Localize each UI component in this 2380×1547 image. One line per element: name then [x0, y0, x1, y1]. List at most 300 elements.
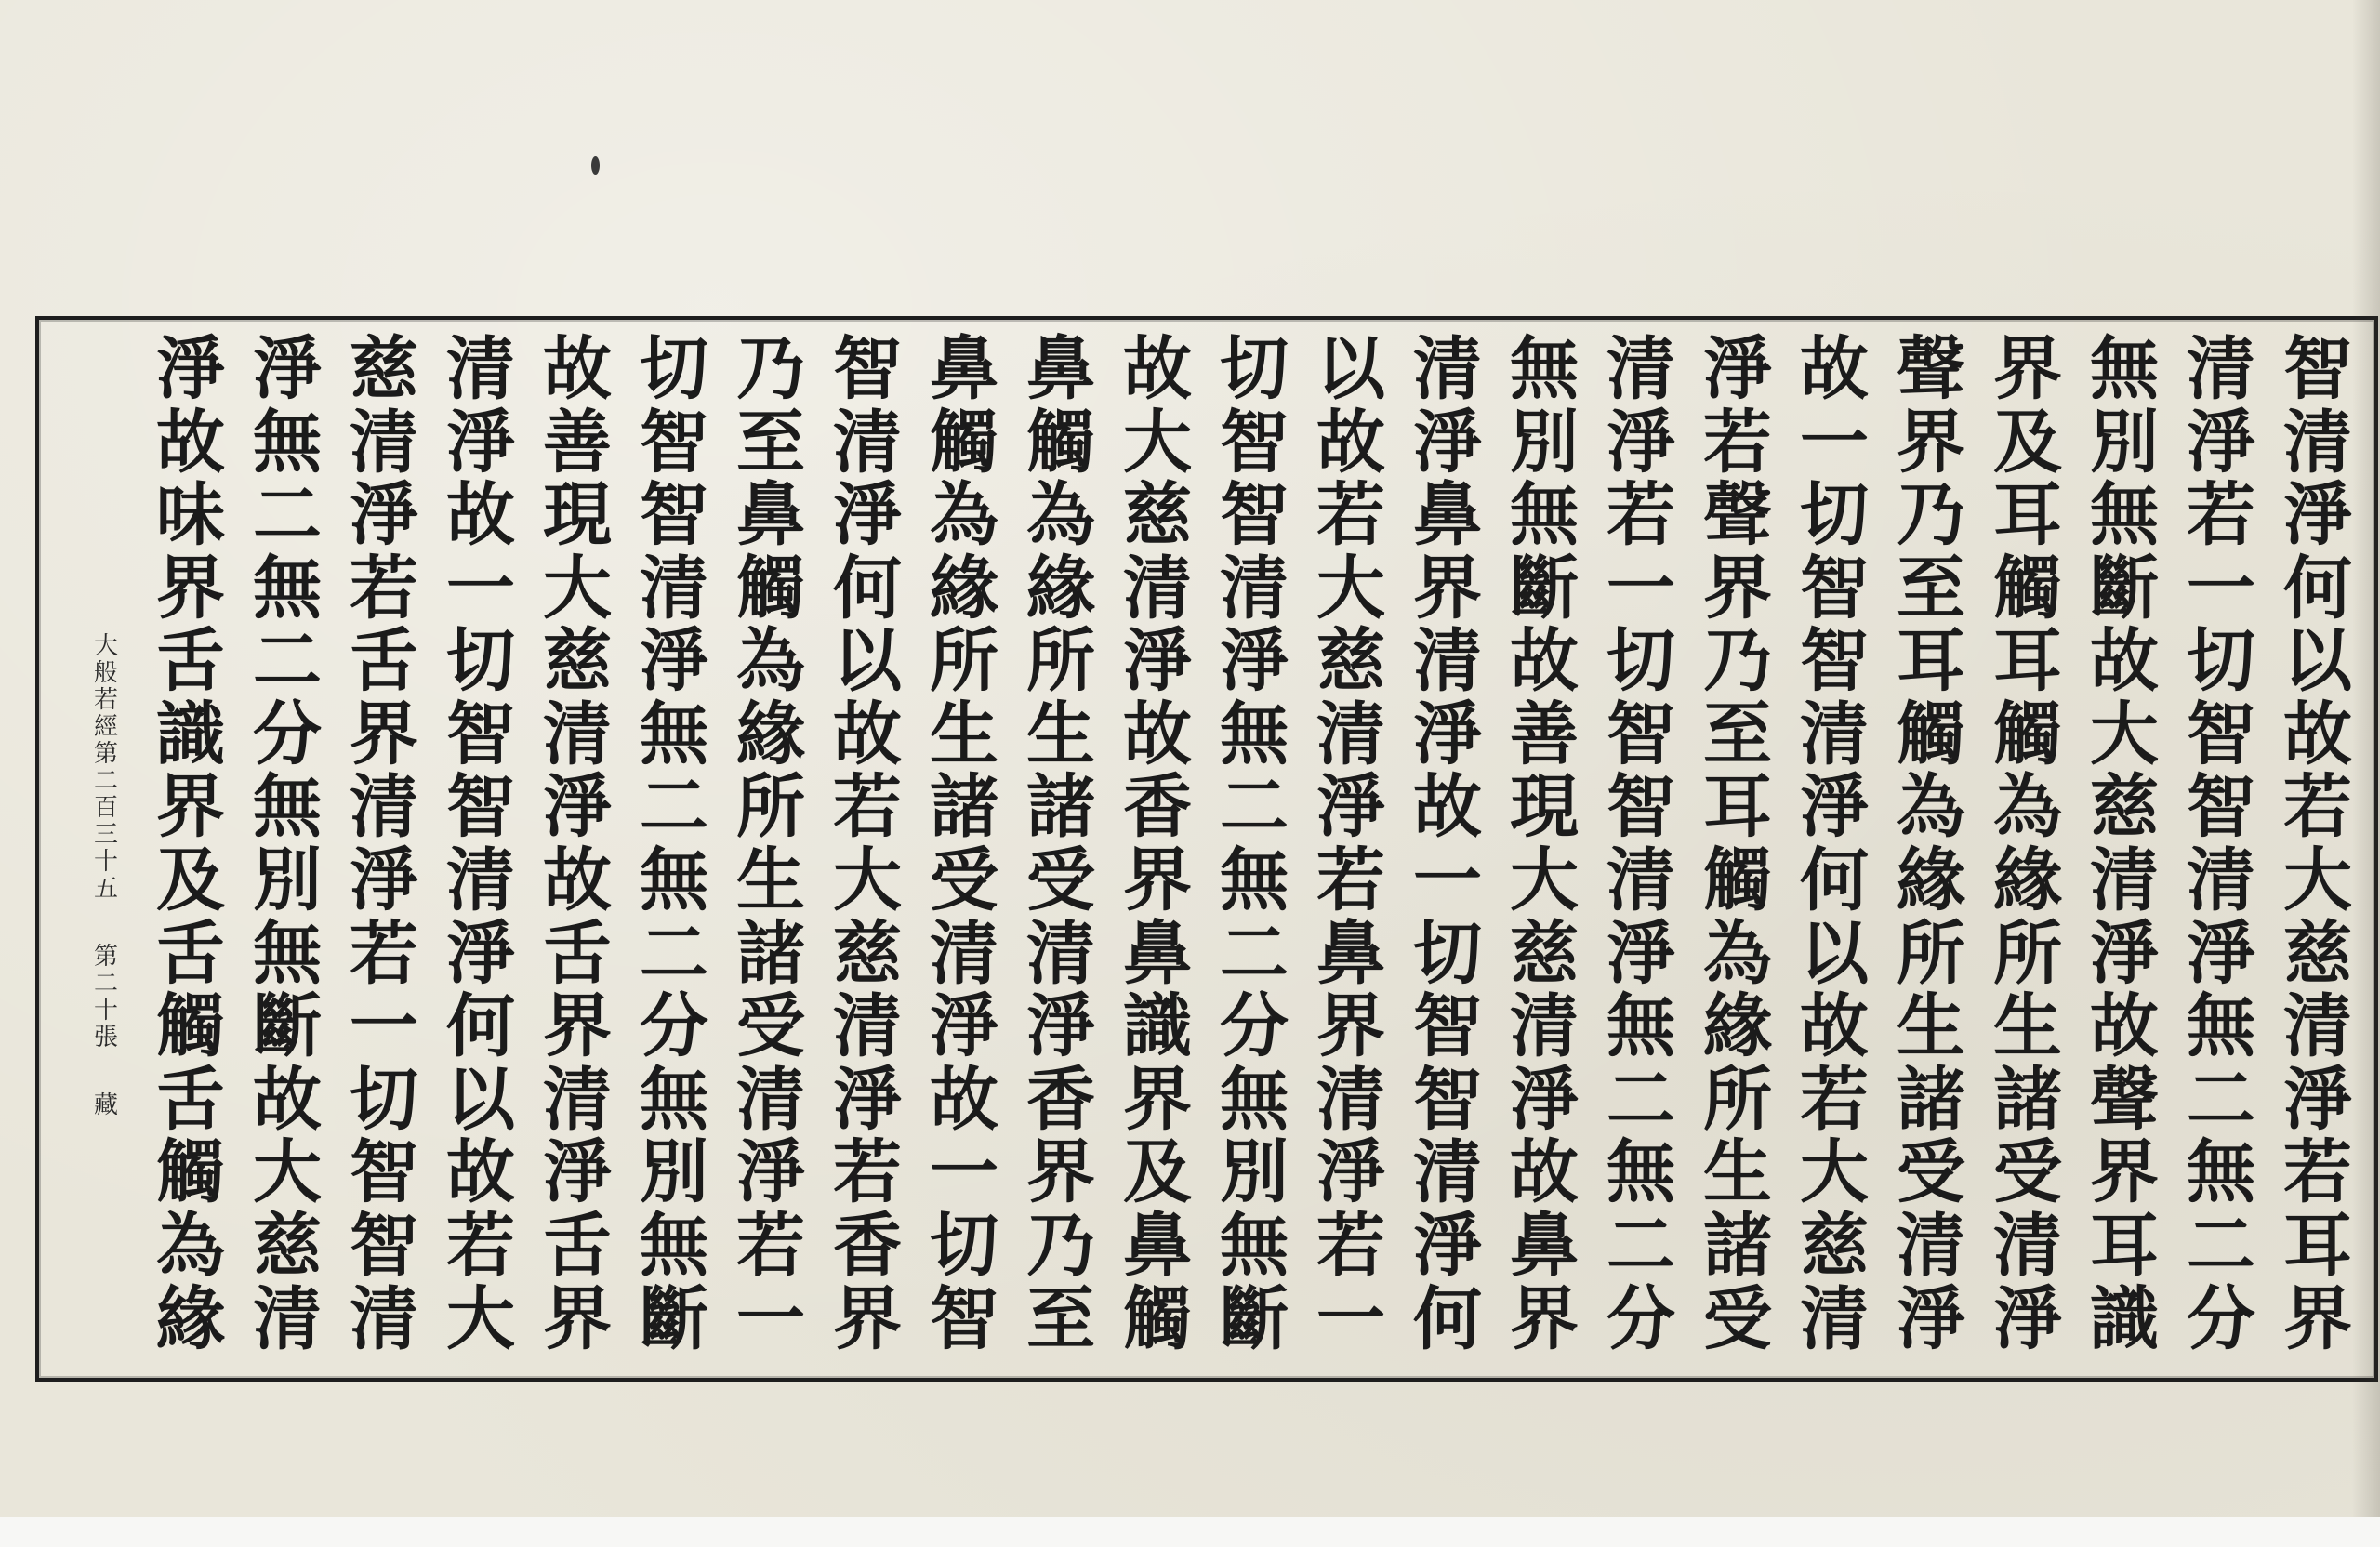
glyph: 清 — [1123, 548, 1192, 628]
glyph: 界 — [2283, 1278, 2352, 1359]
glyph: 切 — [350, 1059, 418, 1140]
glyph: 清 — [446, 329, 515, 409]
glyph: 智 — [1413, 1059, 1482, 1140]
note-glyph: 二 — [93, 970, 118, 998]
glyph: 鼻 — [736, 475, 805, 556]
glyph: 切 — [1220, 329, 1289, 409]
glyph: 鼻 — [1316, 913, 1385, 994]
glyph: 諸 — [1897, 1059, 1965, 1140]
glyph: 諸 — [1026, 767, 1095, 848]
glyph: 界 — [1993, 329, 2062, 409]
glyph: 淨 — [350, 840, 418, 921]
glyph: 智 — [1800, 548, 1869, 628]
glyph: 淨 — [1606, 402, 1675, 483]
text-column — [1017, 329, 1104, 1359]
glyph: 淨 — [1800, 767, 1869, 848]
glyph: 淨 — [1316, 767, 1385, 848]
glyph: 為 — [736, 621, 805, 702]
glyph: 無 — [1220, 1059, 1289, 1140]
glyph: 若 — [350, 913, 418, 994]
glyph: 觸 — [1703, 840, 1772, 921]
glyph: 淨 — [1026, 986, 1095, 1067]
note-glyph: 五 — [93, 875, 118, 903]
glyph: 淨 — [1413, 1205, 1482, 1286]
glyph: 識 — [1123, 986, 1192, 1067]
glyph: 生 — [736, 840, 805, 921]
glyph: 無 — [1606, 986, 1675, 1067]
note-glyph: 張 — [93, 1024, 118, 1051]
sutra-text-block — [56, 329, 2361, 1359]
glyph: 界 — [833, 1278, 902, 1359]
glyph: 淨 — [1897, 1278, 1965, 1359]
glyph: 乃 — [1703, 621, 1772, 702]
glyph: 緣 — [930, 548, 998, 628]
glyph: 界 — [1413, 548, 1482, 628]
glyph: 受 — [1897, 1132, 1965, 1213]
text-column — [437, 329, 524, 1359]
note-glyph: 大 — [93, 632, 118, 660]
text-column — [147, 329, 234, 1359]
glyph: 淨 — [156, 329, 225, 409]
glyph: 清 — [1413, 621, 1482, 702]
glyph: 為 — [1703, 913, 1772, 994]
glyph: 大 — [543, 548, 612, 628]
glyph: 現 — [543, 475, 612, 556]
glyph: 切 — [930, 1205, 998, 1286]
glyph: 識 — [2090, 1278, 2159, 1359]
glyph: 清 — [833, 986, 902, 1067]
glyph: 慈 — [1316, 621, 1385, 702]
glyph: 清 — [1800, 694, 1869, 774]
glyph: 若 — [2187, 475, 2255, 556]
glyph: 大 — [2090, 694, 2159, 774]
glyph: 慈 — [1123, 475, 1192, 556]
glyph: 善 — [1510, 694, 1579, 774]
glyph: 故 — [2090, 621, 2159, 702]
glyph: 分 — [1606, 1278, 1675, 1359]
glyph: 耳 — [1993, 475, 2062, 556]
glyph: 淨 — [833, 475, 902, 556]
glyph: 淨 — [350, 475, 418, 556]
glyph: 以 — [1800, 913, 1869, 994]
glyph: 無 — [1220, 840, 1289, 921]
glyph: 切 — [446, 621, 515, 702]
glyph: 所 — [1897, 913, 1965, 994]
text-column — [1114, 329, 1201, 1359]
note-glyph: 經 — [93, 713, 118, 741]
glyph: 故 — [1510, 621, 1579, 702]
margin-note-page — [94, 945, 118, 1052]
text-column — [1501, 329, 1588, 1359]
glyph: 慈 — [2283, 913, 2352, 994]
glyph: 界 — [543, 1278, 612, 1359]
glyph: 緣 — [736, 694, 805, 774]
glyph: 以 — [1316, 329, 1385, 409]
glyph: 淨 — [446, 913, 515, 994]
glyph: 受 — [1703, 1278, 1772, 1359]
glyph: 所 — [1993, 913, 2062, 994]
glyph: 二 — [1606, 1205, 1675, 1286]
glyph: 無 — [1220, 694, 1289, 774]
glyph: 清 — [1413, 329, 1482, 409]
glyph: 界 — [543, 986, 612, 1067]
glyph: 觸 — [736, 548, 805, 628]
glyph: 緣 — [1993, 840, 2062, 921]
glyph: 為 — [156, 1205, 225, 1286]
glyph: 大 — [1510, 840, 1579, 921]
glyph: 別 — [1510, 402, 1579, 483]
glyph: 為 — [1026, 475, 1095, 556]
glyph: 淨 — [833, 1059, 902, 1140]
glyph: 無 — [640, 694, 708, 774]
glyph: 故 — [1800, 329, 1869, 409]
glyph: 智 — [640, 402, 708, 483]
glyph: 乃 — [1897, 475, 1965, 556]
glyph: 大 — [1800, 1132, 1869, 1213]
glyph: 無 — [1510, 329, 1579, 409]
glyph: 無 — [2090, 329, 2159, 409]
glyph: 緣 — [156, 1278, 225, 1359]
glyph: 清 — [1316, 1059, 1385, 1140]
glyph: 二 — [1606, 1059, 1675, 1140]
glyph: 無 — [253, 913, 322, 994]
text-column — [1887, 329, 1975, 1359]
glyph: 智 — [1220, 475, 1289, 556]
glyph: 清 — [543, 694, 612, 774]
glyph: 何 — [833, 548, 902, 628]
glyph: 界 — [156, 548, 225, 628]
glyph: 一 — [1413, 840, 1482, 921]
text-column — [920, 329, 1008, 1359]
glyph: 緣 — [1026, 548, 1095, 628]
glyph: 淨 — [1606, 913, 1675, 994]
glyph: 所 — [930, 621, 998, 702]
glyph: 智 — [2187, 767, 2255, 848]
glyph: 淨 — [543, 1132, 612, 1213]
glyph: 淨 — [543, 767, 612, 848]
glyph: 清 — [1897, 1205, 1965, 1286]
glyph: 清 — [543, 1059, 612, 1140]
glyph: 別 — [253, 840, 322, 921]
glyph: 界 — [350, 694, 418, 774]
glyph: 切 — [1413, 913, 1482, 994]
glyph: 淨 — [1703, 329, 1772, 409]
glyph: 分 — [253, 694, 322, 774]
glyph: 鼻 — [1510, 1205, 1579, 1286]
glyph: 二 — [253, 621, 322, 702]
glyph: 斷 — [640, 1278, 708, 1359]
glyph: 別 — [2090, 402, 2159, 483]
glyph: 清 — [930, 913, 998, 994]
glyph: 智 — [1606, 767, 1675, 848]
glyph: 分 — [1220, 986, 1289, 1067]
text-column — [824, 329, 911, 1359]
glyph: 清 — [1993, 1205, 2062, 1286]
glyph: 清 — [1026, 913, 1095, 994]
glyph: 若 — [1800, 1059, 1869, 1140]
glyph: 生 — [1026, 694, 1095, 774]
glyph: 清 — [446, 840, 515, 921]
glyph: 耳 — [1993, 621, 2062, 702]
glyph: 若 — [1316, 475, 1385, 556]
note-glyph: 二 — [93, 767, 118, 795]
glyph: 清 — [1220, 548, 1289, 628]
glyph: 善 — [543, 402, 612, 483]
glyph: 若 — [2283, 1132, 2352, 1213]
glyph: 淨 — [2187, 913, 2255, 994]
glyph: 清 — [2283, 402, 2352, 483]
glyph: 無 — [2090, 475, 2159, 556]
text-column — [244, 329, 331, 1359]
glyph: 至 — [1703, 694, 1772, 774]
glyph: 故 — [1123, 329, 1192, 409]
glyph: 舌 — [350, 621, 418, 702]
glyph: 無 — [2187, 986, 2255, 1067]
glyph: 香 — [1123, 767, 1192, 848]
glyph: 觸 — [1123, 1278, 1192, 1359]
glyph: 清 — [350, 767, 418, 848]
glyph: 受 — [736, 986, 805, 1067]
note-glyph: 若 — [93, 686, 118, 714]
glyph: 故 — [1413, 767, 1482, 848]
glyph: 為 — [1897, 767, 1965, 848]
glyph: 別 — [640, 1132, 708, 1213]
glyph: 耳 — [1703, 767, 1772, 848]
glyph: 聲 — [2090, 1059, 2159, 1140]
glyph: 清 — [1800, 1278, 1869, 1359]
glyph: 智 — [1800, 621, 1869, 702]
glyph: 無 — [640, 1059, 708, 1140]
glyph: 故 — [446, 475, 515, 556]
glyph: 智 — [1220, 402, 1289, 483]
glyph: 無 — [640, 840, 708, 921]
glyph: 及 — [156, 840, 225, 921]
glyph: 所 — [1703, 1059, 1772, 1140]
glyph: 淨 — [1993, 1278, 2062, 1359]
glyph: 故 — [833, 694, 902, 774]
glyph: 以 — [446, 1059, 515, 1140]
glyph: 若 — [1606, 475, 1675, 556]
glyph: 及 — [1123, 1132, 1192, 1213]
text-column — [1307, 329, 1395, 1359]
glyph: 觸 — [1897, 694, 1965, 774]
glyph: 若 — [1703, 402, 1772, 483]
glyph: 智 — [1413, 986, 1482, 1067]
glyph: 舌 — [156, 621, 225, 702]
glyph: 智 — [1606, 694, 1675, 774]
margin-note — [89, 634, 123, 1117]
glyph: 故 — [1510, 1132, 1579, 1213]
glyph: 慈 — [1800, 1205, 1869, 1286]
text-column — [534, 329, 621, 1359]
glyph: 清 — [1413, 1132, 1482, 1213]
glyph: 耳 — [1897, 621, 1965, 702]
glyph: 以 — [833, 621, 902, 702]
note-glyph: 般 — [93, 659, 118, 687]
glyph: 清 — [350, 402, 418, 483]
glyph: 至 — [1026, 1278, 1095, 1359]
glyph: 香 — [1026, 1059, 1095, 1140]
margin-note-mark — [94, 1093, 118, 1120]
note-glyph: 第 — [93, 740, 118, 768]
glyph: 界 — [1026, 1132, 1095, 1213]
text-column — [1984, 329, 2071, 1359]
glyph: 清 — [2187, 840, 2255, 921]
glyph: 觸 — [930, 402, 998, 483]
glyph: 無 — [253, 548, 322, 628]
glyph: 無 — [253, 402, 322, 483]
glyph: 若 — [446, 1205, 515, 1286]
glyph: 所 — [1026, 621, 1095, 702]
glyph: 觸 — [1026, 402, 1095, 483]
glyph: 智 — [930, 1278, 998, 1359]
glyph: 智 — [2283, 329, 2352, 409]
glyph: 慈 — [350, 329, 418, 409]
glyph: 大 — [833, 840, 902, 921]
glyph: 鼻 — [1026, 329, 1095, 409]
glyph: 一 — [736, 1278, 805, 1359]
glyph: 受 — [930, 840, 998, 921]
glyph: 觸 — [1993, 694, 2062, 774]
glyph: 界 — [1897, 402, 1965, 483]
glyph: 無 — [640, 1205, 708, 1286]
glyph: 耳 — [2283, 1205, 2352, 1286]
glyph: 緣 — [1703, 986, 1772, 1067]
glyph: 乃 — [736, 329, 805, 409]
glyph: 諸 — [1993, 1059, 2062, 1140]
glyph: 一 — [930, 1132, 998, 1213]
glyph: 清 — [640, 548, 708, 628]
glyph: 二 — [253, 475, 322, 556]
glyph: 分 — [2187, 1278, 2255, 1359]
glyph: 觸 — [1993, 548, 2062, 628]
glyph: 界 — [1316, 986, 1385, 1067]
glyph: 舌 — [543, 913, 612, 994]
glyph: 舌 — [156, 1059, 225, 1140]
glyph: 淨 — [640, 621, 708, 702]
glyph: 界 — [2090, 1132, 2159, 1213]
glyph: 耳 — [2090, 1205, 2159, 1286]
text-column — [1694, 329, 1781, 1359]
glyph: 鼻 — [930, 329, 998, 409]
glyph: 清 — [350, 1278, 418, 1359]
glyph: 斷 — [2090, 548, 2159, 628]
glyph: 觸 — [156, 986, 225, 1067]
glyph: 清 — [736, 1059, 805, 1140]
glyph: 界 — [1703, 548, 1772, 628]
glyph: 淨 — [1413, 402, 1482, 483]
glyph: 清 — [1606, 840, 1675, 921]
glyph: 鼻 — [1123, 1205, 1192, 1286]
glyph: 至 — [736, 402, 805, 483]
glyph: 為 — [930, 475, 998, 556]
glyph: 故 — [543, 840, 612, 921]
glyph: 故 — [1800, 986, 1869, 1067]
glyph: 淨 — [1316, 1132, 1385, 1213]
glyph: 故 — [2283, 694, 2352, 774]
glyph: 二 — [2187, 1059, 2255, 1140]
glyph: 清 — [1316, 694, 1385, 774]
glyph: 慈 — [543, 621, 612, 702]
glyph: 清 — [2090, 840, 2159, 921]
glyph: 淨 — [253, 329, 322, 409]
glyph: 至 — [1897, 548, 1965, 628]
glyph: 清 — [1606, 329, 1675, 409]
glyph: 二 — [1220, 913, 1289, 994]
glyph: 無 — [1606, 1132, 1675, 1213]
glyph: 大 — [1123, 402, 1192, 483]
note-glyph: 百 — [93, 794, 118, 822]
text-column — [630, 329, 718, 1359]
scan-margin — [0, 1517, 2380, 1547]
glyph: 淨 — [736, 1132, 805, 1213]
glyph: 若 — [2283, 767, 2352, 848]
glyph: 若 — [833, 1132, 902, 1213]
glyph: 淨 — [1510, 1059, 1579, 1140]
ink-smudge — [591, 156, 600, 175]
glyph: 大 — [446, 1278, 515, 1359]
glyph: 緣 — [1897, 840, 1965, 921]
glyph: 慈 — [253, 1205, 322, 1286]
glyph: 淨 — [1413, 694, 1482, 774]
glyph: 清 — [253, 1278, 322, 1359]
glyph: 生 — [1703, 1132, 1772, 1213]
text-column — [1791, 329, 1878, 1359]
glyph: 智 — [833, 329, 902, 409]
glyph: 清 — [833, 402, 902, 483]
glyph: 淨 — [2283, 1059, 2352, 1140]
glyph: 故 — [1316, 402, 1385, 483]
glyph: 一 — [1606, 548, 1675, 628]
text-column — [1404, 329, 1491, 1359]
glyph: 分 — [640, 986, 708, 1067]
glyph: 淨 — [2283, 475, 2352, 556]
glyph: 舌 — [543, 1205, 612, 1286]
glyph: 清 — [2187, 329, 2255, 409]
glyph: 若 — [833, 767, 902, 848]
note-glyph: 十 — [93, 848, 118, 876]
glyph: 界 — [1510, 1278, 1579, 1359]
glyph: 諸 — [736, 913, 805, 994]
glyph: 切 — [1606, 621, 1675, 702]
glyph: 無 — [1510, 475, 1579, 556]
glyph: 淨 — [930, 986, 998, 1067]
glyph: 故 — [543, 329, 612, 409]
glyph: 慈 — [833, 913, 902, 994]
glyph: 大 — [2283, 840, 2352, 921]
glyph: 一 — [350, 986, 418, 1067]
glyph: 味 — [156, 475, 225, 556]
text-column — [2081, 329, 2168, 1359]
glyph: 諸 — [930, 767, 998, 848]
glyph: 智 — [2187, 694, 2255, 774]
glyph: 智 — [446, 767, 515, 848]
glyph: 舌 — [156, 913, 225, 994]
glyph: 生 — [1993, 986, 2062, 1067]
text-column — [727, 329, 814, 1359]
glyph: 識 — [156, 694, 225, 774]
glyph: 界 — [156, 767, 225, 848]
glyph: 大 — [253, 1132, 322, 1213]
glyph: 淨 — [2187, 402, 2255, 483]
glyph: 一 — [1316, 1278, 1385, 1359]
glyph: 故 — [930, 1059, 998, 1140]
glyph: 斷 — [253, 986, 322, 1067]
text-column — [1597, 329, 1685, 1359]
glyph: 無 — [2187, 1132, 2255, 1213]
glyph: 一 — [1800, 402, 1869, 483]
glyph: 受 — [1993, 1132, 2062, 1213]
